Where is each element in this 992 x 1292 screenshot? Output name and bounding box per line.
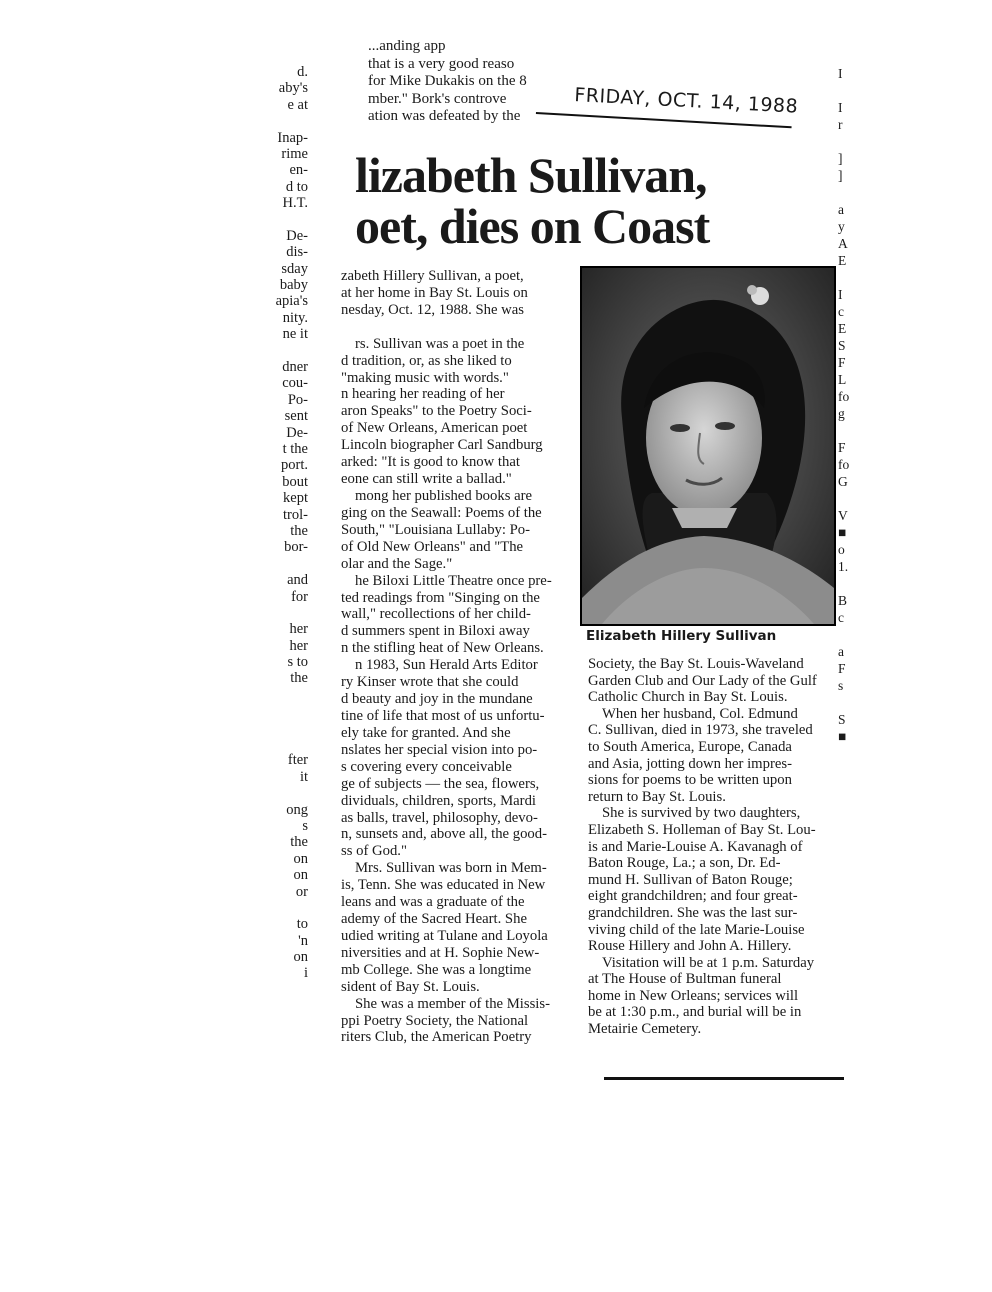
article-line: sident of Bay St. Louis. <box>341 978 480 995</box>
left-fragment-line: i <box>303 965 308 982</box>
article-line <box>341 319 573 336</box>
right-fragment-line: ■ <box>838 729 847 744</box>
right-fragment-line: F <box>838 355 846 370</box>
right-fragment-line <box>838 82 870 99</box>
article-column-1 <box>341 268 573 1046</box>
article-line: he Biloxi Little Theatre once pre- <box>355 572 552 589</box>
article-line: ging on the Seawall: Poems of the <box>341 504 542 521</box>
right-fragment-line: ] <box>838 151 843 166</box>
left-fragment-line: rime <box>281 145 308 162</box>
article-line: "making music with words." <box>341 369 509 386</box>
right-fragment-line <box>838 269 870 286</box>
left-fragment-line: the <box>290 522 308 539</box>
article-line: d beauty and joy in the mundane <box>341 691 533 708</box>
article-line: Garden Club and Our Lady of the Gulf <box>588 672 817 689</box>
article-line: mong her published books are <box>355 487 533 504</box>
article-line: s covering every conceivable <box>341 758 512 775</box>
left-fragment-line: sday <box>281 260 308 277</box>
article-column-2 <box>588 656 836 1038</box>
article-line: viving child of the late Marie-Louise <box>588 921 805 938</box>
portrait-image <box>582 268 834 624</box>
right-fragment-line: a <box>838 644 844 659</box>
left-fragment-line <box>250 785 308 801</box>
article-line: to South America, Europe, Canada <box>588 738 792 755</box>
left-fragment-line: it <box>299 768 308 785</box>
right-fragment-line <box>838 133 870 150</box>
right-fragment-line: o <box>838 542 845 557</box>
top-article-fragment <box>368 38 538 126</box>
article-line: home in New Orleans; services will <box>588 987 799 1004</box>
article-line: leans and was a graduate of the <box>341 894 525 911</box>
date-stamp: FRIDAY, OCT. 14, 1988 <box>573 84 799 118</box>
right-fragment-line <box>838 626 870 643</box>
article-line: rs. Sullivan was a poet in the <box>355 335 525 352</box>
article-line: sions for poems to be written upon <box>588 772 792 789</box>
left-fragment-line: the <box>290 670 308 687</box>
right-fragment-line: E <box>838 321 847 336</box>
article-line: nesday, Oct. 12, 1988. She was <box>341 301 525 318</box>
left-fragment-line <box>250 556 308 572</box>
left-fragment-line <box>250 687 308 703</box>
right-fragment-line: S <box>838 338 846 353</box>
left-fragment-line: on <box>293 867 308 884</box>
left-fragment-line: dner <box>282 359 308 376</box>
top-fragment-line: ...anding app <box>368 38 446 54</box>
left-fragment-line: trol- <box>283 506 308 523</box>
left-fragment-line: bout <box>282 473 308 490</box>
left-fragment-line: port. <box>281 457 308 474</box>
article-line: Baton Rouge, La.; a son, Dr. Ed- <box>588 855 781 872</box>
portrait-photo <box>580 266 836 626</box>
right-fragment-line: ■ <box>838 525 847 540</box>
article-line: n hearing her reading of her <box>341 386 505 403</box>
left-fragment-line: De- <box>286 227 308 244</box>
article-line: She is survived by two daughters, <box>602 805 801 822</box>
article-line: ppi Poetry Society, the National <box>341 1012 529 1029</box>
article-line: dividuals, children, sports, Mardi <box>341 792 536 809</box>
right-fragment-line: A <box>838 236 848 251</box>
left-fragment-line: on <box>293 949 308 966</box>
top-fragment-line: for Mike Dukakis on the 8 <box>368 73 527 89</box>
right-fragment-line <box>838 48 870 65</box>
left-fragment-line: Inap- <box>277 129 308 146</box>
left-fragment-line: baby <box>279 277 308 294</box>
photo-caption: Elizabeth Hillery Sullivan <box>586 628 777 644</box>
left-fragment-line: on <box>293 850 308 867</box>
article-line: of New Orleans, American poet <box>341 420 528 437</box>
article-line: She was a member of the Missis- <box>355 995 550 1012</box>
left-fragment-line <box>250 605 308 621</box>
left-fragment-line: bor- <box>284 539 308 556</box>
top-fragment-line: mber." Bork's controve <box>368 90 507 107</box>
article-line: South," "Louisiana Lullaby: Po- <box>341 521 531 538</box>
right-fragment-line: F <box>838 440 846 455</box>
article-line: Catholic Church in Bay St. Louis. <box>588 689 788 706</box>
article-line: ademy of the Sacred Heart. She <box>341 911 527 928</box>
left-fragment-line: or <box>295 883 308 900</box>
left-fragment-line: cou- <box>282 375 308 392</box>
article-line: n the stifling heat of New Orleans. <box>341 640 544 657</box>
left-fragment-line: and <box>287 572 308 589</box>
left-fragment-line: her <box>289 621 308 638</box>
left-fragment-line: d. <box>297 64 308 80</box>
article-line: Rouse Hillery and John A. Hillery. <box>588 938 792 955</box>
right-fragment-line: I <box>838 287 843 302</box>
article-line: When her husband, Col. Edmund <box>602 705 798 722</box>
left-fragment-line: her <box>289 637 308 654</box>
article-line: olar and the Sage." <box>341 555 453 572</box>
article-line: ge of subjects — the sea, flowers, <box>341 775 540 792</box>
right-fragment-line: E <box>838 253 847 268</box>
article-line: ry Kinser wrote that she could <box>341 674 519 691</box>
right-fragment-line: L <box>838 372 847 387</box>
article-line: C. Sullivan, died in 1973, she traveled <box>588 722 813 739</box>
right-fragment-line: g <box>838 406 845 421</box>
article-line: return to Bay St. Louis. <box>588 788 726 805</box>
article-line: and Asia, jotting down her impres- <box>588 755 792 772</box>
left-fragment-line: dis- <box>286 244 308 261</box>
article-line: eone can still write a ballad." <box>341 471 512 488</box>
left-fragment-line: Po- <box>287 391 308 408</box>
right-fragment-line <box>838 422 870 439</box>
article-line: Mrs. Sullivan was born in Mem- <box>355 860 547 877</box>
left-fragment-line: H.T. <box>282 195 308 212</box>
left-fragment-line: De- <box>286 424 308 441</box>
article-line: Elizabeth S. Holleman of Bay St. Lou- <box>588 821 816 838</box>
article-line: mund H. Sullivan of Baton Rouge; <box>588 871 793 888</box>
right-fragment-line: y <box>838 219 845 234</box>
article-line: ted readings from "Singing on the <box>341 589 540 606</box>
right-fragment-line: F <box>838 661 846 676</box>
bottom-rule <box>604 1077 844 1080</box>
left-fragment-line: to <box>296 916 308 933</box>
right-fragment-line <box>838 490 870 507</box>
left-fragment-line: 'n <box>298 932 308 949</box>
right-fragment-line: s <box>838 678 844 693</box>
right-fragment-line: B <box>838 593 848 608</box>
article-line: as balls, travel, philosophy, devo- <box>341 809 538 826</box>
article-line: d summers spent in Biloxi away <box>341 623 530 640</box>
left-fragment-line <box>250 900 308 916</box>
left-fragment-line: fter <box>287 752 308 769</box>
right-fragment-line: I <box>838 66 843 81</box>
left-fragment-line: s <box>302 817 308 834</box>
left-fragment-line: sent <box>284 408 308 425</box>
right-fragment-line: I <box>838 100 843 115</box>
article-line: n 1983, Sun Herald Arts Editor <box>355 657 538 674</box>
top-fragment-line: ation was defeated by the <box>368 108 521 124</box>
headline <box>355 150 805 252</box>
article-line: nslates her special vision into po- <box>341 741 538 758</box>
article-line: at her home in Bay St. Louis on <box>341 284 528 301</box>
right-fragment-line: fo <box>838 389 850 404</box>
right-fragment-line: ] <box>838 168 843 183</box>
article-line: arked: "It is good to know that <box>341 454 520 471</box>
left-fragment-line: ong <box>286 801 308 818</box>
article-line: be at 1:30 p.m., and burial will be in <box>588 1004 802 1021</box>
right-fragment-line: r <box>838 117 843 132</box>
right-fragment-line: V <box>838 508 848 523</box>
left-fragment-line: kept <box>283 490 308 507</box>
right-fragment-line <box>838 184 870 201</box>
right-column-fragment <box>838 48 870 745</box>
left-fragment-line: nity. <box>282 309 308 326</box>
right-fragment-line <box>838 694 870 711</box>
left-fragment-line: for <box>291 588 308 605</box>
article-line: Society, the Bay St. Louis-Waveland <box>588 656 804 672</box>
article-line: Lincoln biographer Carl Sandburg <box>341 437 543 454</box>
article-line: ss of God." <box>341 843 407 860</box>
right-fragment-line: 1. <box>838 559 849 574</box>
left-fragment-line: t the <box>282 440 308 457</box>
article-line: aron Speaks" to the Poetry Soci- <box>341 403 532 420</box>
left-fragment-line: the <box>290 834 308 851</box>
left-fragment-line: apia's <box>275 293 308 310</box>
article-line: udied writing at Tulane and Loyola <box>341 927 548 944</box>
headline-line-1: lizabeth Sullivan, <box>355 150 707 203</box>
article-line: at The House of Bultman funeral <box>588 971 782 988</box>
article-line: niversities and at H. Sophie New- <box>341 944 540 961</box>
article-line: d tradition, or, as she liked to <box>341 352 512 369</box>
left-fragment-line: d to <box>285 178 308 195</box>
article-line: grandchildren. She was the last sur- <box>588 904 798 921</box>
article-line: Metairie Cemetery. <box>588 1021 702 1038</box>
article-line: wall," recollections of her child- <box>341 606 531 623</box>
left-fragment-line <box>250 212 308 228</box>
article-line: is and Marie-Louise A. Kavanagh of <box>588 838 803 855</box>
left-fragment-line: s to <box>287 654 308 671</box>
right-fragment-line: G <box>838 474 848 489</box>
article-line: tine of life that most of us unfortu- <box>341 707 545 724</box>
right-fragment-line <box>838 575 870 592</box>
left-fragment-line <box>250 720 308 736</box>
left-fragment-line <box>250 736 308 752</box>
left-fragment-line: aby's <box>278 80 308 97</box>
top-fragment-line: that is a very good reaso <box>368 55 515 72</box>
article-line: zabeth Hillery Sullivan, a poet, <box>341 268 524 284</box>
right-fragment-line: a <box>838 202 844 217</box>
article-line: Visitation will be at 1 p.m. Saturday <box>602 954 815 971</box>
article-line: mb College. She was a longtime <box>341 961 532 978</box>
left-fragment-line: e at <box>287 96 308 113</box>
right-fragment-line: S <box>838 712 846 727</box>
left-fragment-line: ne it <box>282 326 308 343</box>
article-line: eight grandchildren; and four great- <box>588 888 798 905</box>
right-fragment-line: c <box>838 610 844 625</box>
article-line: of Old New Orleans" and "The <box>341 538 524 555</box>
article-line: ely take for granted. And she <box>341 724 511 741</box>
left-fragment-line <box>250 113 308 129</box>
right-fragment-line: c <box>838 304 844 319</box>
article-line: is, Tenn. She was educated in New <box>341 877 546 894</box>
right-fragment-line: fo <box>838 457 850 472</box>
left-fragment-line <box>250 703 308 719</box>
left-column-fragment <box>250 64 308 982</box>
article-line: n, sunsets and, above all, the good- <box>341 826 547 843</box>
article-line: riters Club, the American Poetry <box>341 1029 532 1046</box>
left-fragment-line: en- <box>289 162 308 179</box>
headline-line-2: oet, dies on Coast <box>355 198 710 252</box>
left-fragment-line <box>250 343 308 359</box>
